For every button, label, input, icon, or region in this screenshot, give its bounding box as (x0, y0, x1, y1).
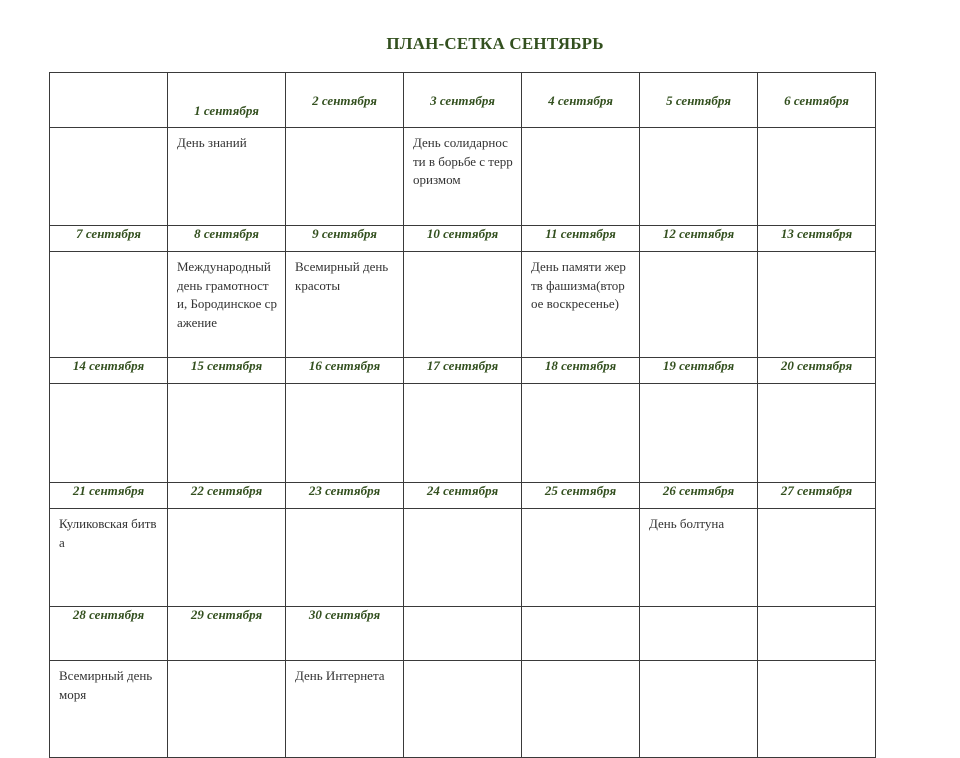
date-cell: 9 сентября (286, 226, 404, 252)
event-cell (168, 661, 286, 758)
event-cell: Международный день грамотности, Бородинское сражение (168, 252, 286, 358)
calendar-grid (49, 72, 876, 758)
date-row (50, 358, 876, 384)
date-cell: 17 сентября (404, 358, 522, 384)
date-cell: 12 сентября (640, 226, 758, 252)
event-cell (286, 509, 404, 607)
date-cell: 23 сентября (286, 483, 404, 509)
date-cell: 8 сентября (168, 226, 286, 252)
date-cell: 26 сентября (640, 483, 758, 509)
date-cell: 4 сентября (522, 73, 640, 128)
date-cell: 25 сентября (522, 483, 640, 509)
date-cell (758, 607, 876, 661)
date-cell: 15 сентября (168, 358, 286, 384)
event-cell (286, 128, 404, 226)
date-cell (640, 607, 758, 661)
date-cell: 10 сентября (404, 226, 522, 252)
date-cell: 27 сентября (758, 483, 876, 509)
date-cell: 1 сентября (168, 73, 286, 128)
event-cell (404, 509, 522, 607)
event-cell (522, 128, 640, 226)
date-cell: 20 сентября (758, 358, 876, 384)
date-cell: 21 сентября (50, 483, 168, 509)
date-cell (522, 607, 640, 661)
event-cell (404, 384, 522, 483)
date-row (50, 483, 876, 509)
page-title: ПЛАН-СЕТКА СЕНТЯБРЬ (386, 34, 604, 53)
event-cell: Всемирный день красоты (286, 252, 404, 358)
event-row (50, 128, 876, 226)
date-cell: 29 сентября (168, 607, 286, 661)
event-cell (640, 128, 758, 226)
event-cell: День болтуна (640, 509, 758, 607)
event-cell (522, 384, 640, 483)
date-cell: 2 сентября (286, 73, 404, 128)
date-cell: 19 сентября (640, 358, 758, 384)
event-cell (640, 661, 758, 758)
event-cell (758, 661, 876, 758)
date-cell (404, 607, 522, 661)
event-cell (640, 384, 758, 483)
event-cell (168, 384, 286, 483)
event-cell (404, 661, 522, 758)
event-cell (168, 509, 286, 607)
date-cell (50, 73, 168, 128)
date-cell: 5 сентября (640, 73, 758, 128)
date-row (50, 73, 876, 128)
event-cell (522, 509, 640, 607)
date-cell: 22 сентября (168, 483, 286, 509)
date-cell: 14 сентября (50, 358, 168, 384)
event-cell: Всемирный день моря (50, 661, 168, 758)
event-cell (522, 661, 640, 758)
event-row (50, 661, 876, 758)
event-cell (758, 384, 876, 483)
date-cell: 3 сентября (404, 73, 522, 128)
date-cell: 11 сентября (522, 226, 640, 252)
event-row (50, 509, 876, 607)
date-cell: 24 сентября (404, 483, 522, 509)
date-cell: 16 сентября (286, 358, 404, 384)
event-cell: Куликовская битва (50, 509, 168, 607)
date-cell: 18 сентября (522, 358, 640, 384)
event-cell (50, 384, 168, 483)
date-cell: 28 сентября (50, 607, 168, 661)
event-cell (50, 252, 168, 358)
date-cell: 13 сентября (758, 226, 876, 252)
event-cell (286, 384, 404, 483)
event-cell: День Интернета (286, 661, 404, 758)
date-cell: 6 сентября (758, 73, 876, 128)
date-cell: 7 сентября (50, 226, 168, 252)
event-cell: День солидарности в борьбе с терроризмом (404, 128, 522, 226)
event-cell (758, 128, 876, 226)
date-row (50, 607, 876, 661)
event-cell: День знаний (168, 128, 286, 226)
date-row (50, 226, 876, 252)
event-cell: День памяти жертв фашизма(второе воскресенье) (522, 252, 640, 358)
event-cell (640, 252, 758, 358)
date-cell: 30 сентября (286, 607, 404, 661)
event-cell (758, 252, 876, 358)
event-cell (758, 509, 876, 607)
event-row (50, 384, 876, 483)
event-cell (50, 128, 168, 226)
event-cell (404, 252, 522, 358)
event-row (50, 252, 876, 358)
